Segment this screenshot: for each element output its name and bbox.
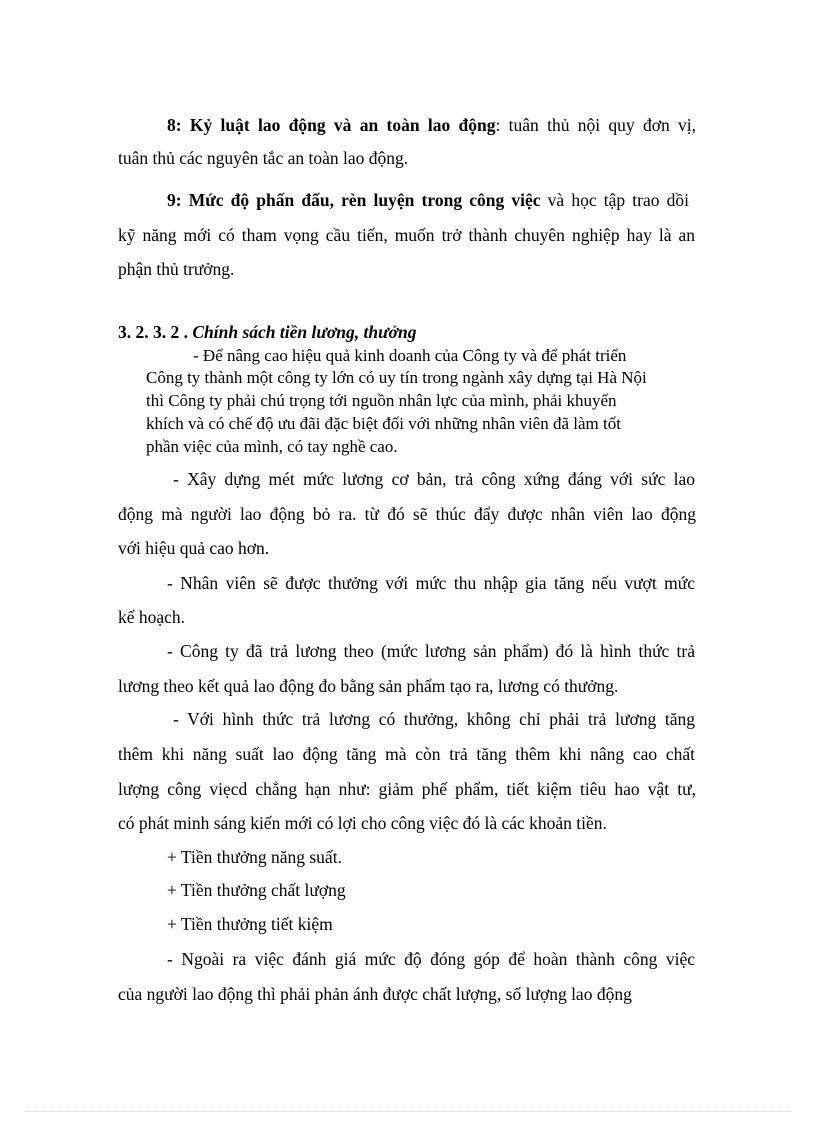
para-5-line-2: thêm khi năng suất lao động tăng mà còn trả tăng thêm khi nâng cao chất <box>118 744 695 764</box>
item-8-line-1 <box>167 114 696 136</box>
item-9-line-2: kỹ năng mới có tham vọng cầu tiến, muốn trở thành chuyên nghiệp hay là an <box>118 225 695 245</box>
para-6-line-1: - Ngoài ra việc đánh giá mức độ đóng góp để hoàn thành công việc <box>167 949 695 969</box>
item-8-label: 8: Kỷ luật lao động và an toàn lao động <box>167 115 496 135</box>
para-1-line-5: phần việc của mình, có tay nghề cao. <box>146 437 398 456</box>
item-9-line-1 <box>167 189 689 211</box>
para-5-line-4: có phát minh sáng kiến mới có lợi cho công việc đó là các khoản tiền. <box>118 813 607 833</box>
item-8-text: : tuân thủ nội quy đơn vị, <box>495 115 696 135</box>
item-9-line-3: phận thủ trưởng. <box>118 259 235 279</box>
section-title: Chính sách tiền lương, thưởng <box>192 322 417 342</box>
para-1-line-4: khích và có chế độ ưu đãi đặc biệt đối với những nhân viên đã làm tốt <box>146 414 621 433</box>
bonus-item: + Tiền thưởng năng suất. <box>167 847 342 867</box>
bonus-item: + Tiền thưởng tiết kiệm <box>167 914 333 934</box>
para-2-line-2: động mà người lao động bỏ ra. từ đó sẽ thúc đẩy được nhân viên lao động <box>118 504 696 524</box>
para-1-line-2: Công ty thành một công ty lớn có uy tín trong ngành xây dựng tại Hà Nội <box>146 368 647 387</box>
section-number: 3. 2. 3. 2 . <box>118 322 193 342</box>
para-2-line-3: với hiệu quả cao hơn. <box>118 538 270 558</box>
para-3-line-2: kế hoạch. <box>118 607 186 627</box>
item-9-label: 9: Mức độ phấn đấu, rèn luyện trong công việc <box>167 190 541 210</box>
bonus-item: + Tiền thưởng chất lượng <box>167 880 346 900</box>
para-2-line-1: - Xây dựng mét mức lương cơ bản, trả công xứng đáng với sức lao <box>173 469 695 489</box>
item-9-text: và học tập trao dồi <box>540 190 690 210</box>
para-4-line-2: lương theo kết quả lao động đo bằng sản phẩm tạo ra, lương có thưởng. <box>118 676 619 696</box>
section-heading <box>118 321 416 343</box>
para-4-line-1: - Công ty đã trả lương theo (mức lương sản phẩm) đó là hình thức trả <box>167 641 695 661</box>
item-8-line-2: tuân thủ các nguyên tắc an toàn lao động. <box>118 148 409 168</box>
para-1-line-3: thì Công ty phải chú trọng tới nguồn nhân lực của mình, phải khuyến <box>146 391 617 410</box>
para-5-line-3: lượng công viẹcd chẳng hạn như: giảm phế phẩm, tiết kiệm tiêu hao vật tư, <box>118 779 696 799</box>
para-6-line-2: của người lao động thì phải phản ánh được chất lượng, số lượng lao động <box>118 984 632 1004</box>
page-bottom-divider <box>24 1111 792 1112</box>
para-1-line-1: - Để nâng cao hiệu quả kinh doanh của Công ty và để phát triển <box>193 346 627 365</box>
para-3-line-1: - Nhân viên sẽ được thưởng với mức thu nhập gia tăng nếu vượt mức <box>167 573 695 593</box>
para-5-line-1: - Với hình thức trả lương có thưởng, không chỉ phải trả lương tăng <box>173 709 695 729</box>
